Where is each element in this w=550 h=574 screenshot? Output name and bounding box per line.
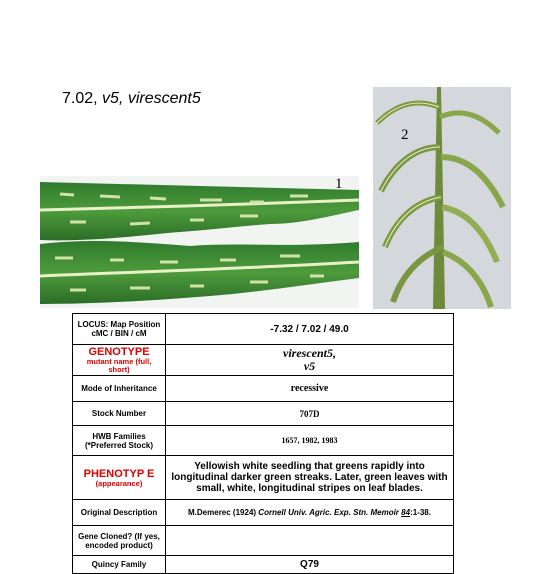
table-row	[73, 402, 454, 426]
table-row	[73, 345, 454, 376]
phenotype-value: Yellowish white seedling that greens rapidly into longitudinal darker green streaks. Later, green leaves with small, white, longitudinal stripes on leaf blades.	[166, 456, 454, 500]
description-value	[166, 500, 454, 526]
families-value: 1657, 1982, 1983	[166, 426, 454, 456]
gene-cloned-value	[166, 526, 454, 556]
table-row	[73, 556, 454, 574]
page-title	[62, 90, 201, 108]
inheritance-label: Mode of Inheritance	[73, 376, 166, 402]
genotype-value-cell	[166, 345, 454, 376]
description-author: M.Demerec (1924)	[188, 507, 257, 517]
title-symbol: v5,	[102, 90, 124, 107]
stock-number-label: Stock Number	[73, 402, 166, 426]
table-row	[73, 500, 454, 526]
genotype-sublabel: mutant name (full, short)	[86, 357, 152, 374]
phenotype-sublabel: (appearance)	[95, 478, 143, 488]
phenotype-label-cell	[73, 456, 166, 500]
locus-value: -7.32 / 7.02 / 49.0	[166, 314, 454, 345]
quincy-family-value: Q79	[166, 556, 454, 574]
table-row	[73, 426, 454, 456]
gene-cloned-label: Gene Cloned? (If yes, encoded product)	[73, 526, 166, 556]
stock-number-value: 707D	[166, 402, 454, 426]
leaf-blades-photo	[40, 176, 359, 308]
table-row	[73, 526, 454, 556]
title-gene-name: virescent5	[127, 90, 201, 107]
genotype-short: v5	[303, 359, 316, 373]
table-row	[73, 376, 454, 402]
description-pages: :1-38.	[410, 507, 431, 517]
genotype-full: virescent5,	[283, 346, 336, 360]
table-row	[73, 456, 454, 500]
title-locus: 7.02,	[62, 90, 98, 107]
quincy-family-label: Quincy Family	[73, 556, 166, 574]
stock-info-table	[72, 313, 454, 574]
inheritance-value: recessive	[166, 376, 454, 402]
maize-plant-photo	[373, 87, 511, 309]
description-volume: 84	[401, 507, 411, 517]
locus-label: LOCUS: Map Position cMC / BIN / cM	[73, 314, 166, 345]
photo-number-2: 2	[401, 127, 409, 143]
phenotype-label: PHENOTYP E	[83, 467, 155, 480]
description-label: Original Description	[73, 500, 166, 526]
genotype-label-cell	[73, 345, 166, 376]
table-row	[73, 314, 454, 345]
photo-number-1: 1	[335, 176, 343, 192]
genotype-label: GENOTYPE	[88, 346, 150, 358]
families-label: HWB Families (*Preferred Stock)	[73, 426, 166, 456]
description-journal: Cornell Univ. Agric. Exp. Stn. Memoir	[258, 507, 399, 517]
